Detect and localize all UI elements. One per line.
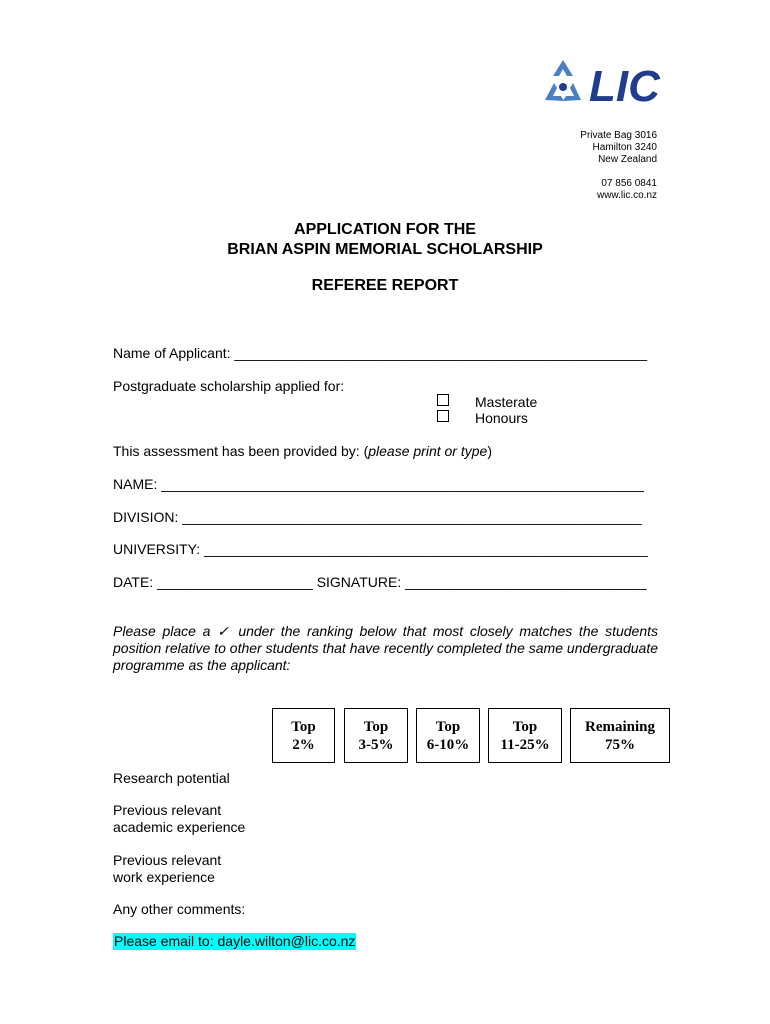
address-line-3: New Zealand (598, 154, 657, 165)
ranking-value: 11-25% (500, 736, 550, 753)
address-line-1: Private Bag 3016 (580, 130, 657, 141)
instructions-after: under the ranking below that most closely matches the students position relative to other students that have recently completed the same undergraduate programme as the applicant: (113, 623, 658, 673)
criterion-work-line-2: work experience (113, 869, 215, 885)
criterion-academic-line-1: Previous relevant (113, 802, 222, 818)
honours-checkbox[interactable] (437, 410, 449, 422)
scholarship-label: Postgraduate scholarship applied for: (113, 378, 345, 394)
ranking-top-6-10[interactable] (416, 708, 480, 763)
website: www.lic.co.nz (596, 190, 657, 201)
assessment-prefix: This assessment has been provided by: ( (113, 443, 369, 459)
lic-logo-mark (545, 60, 581, 101)
masterate-checkbox[interactable] (437, 394, 449, 406)
instructions-before: Please place a (113, 623, 218, 639)
address-block (580, 130, 657, 202)
criterion-work-experience (113, 852, 313, 886)
division-field[interactable]: DIVISION: ___________________________________________________________ (113, 509, 642, 525)
ranking-value: 6-10% (426, 736, 470, 753)
assessment-label (113, 443, 492, 459)
title-line-2: BRIAN ASPIN MEMORIAL SCHOLARSHIP (227, 241, 543, 258)
ranking-label: Top (291, 718, 316, 735)
masterate-label: Masterate (475, 394, 538, 410)
ranking-top-3-5[interactable] (344, 708, 408, 763)
assessment-italic: please print or type (368, 443, 488, 459)
criterion-work-line-1: Previous relevant (113, 852, 222, 868)
other-comments-label: Any other comments: (113, 901, 246, 917)
address-line-2: Hamilton 3240 (592, 142, 657, 153)
tick-icon: ✓ (217, 623, 232, 639)
criterion-research-potential: Research potential (113, 770, 230, 786)
criterion-academic-experience (113, 802, 313, 836)
applicant-name-field[interactable]: Name of Applicant: _____________________________________________________ (113, 345, 648, 361)
lic-logo (543, 56, 693, 108)
ranking-label: Remaining (584, 718, 655, 735)
ranking-value: 3-5% (358, 736, 394, 753)
honours-label: Honours (475, 410, 528, 426)
ranking-top-11-25[interactable] (488, 708, 562, 763)
date-signature-field[interactable]: DATE: ____________________ SIGNATURE: _______________________________ (113, 574, 647, 590)
ranking-remaining-75[interactable] (570, 708, 670, 763)
assessment-suffix: ) (487, 443, 492, 459)
email-instruction: Please email to: dayle.wilton@lic.co.nz (114, 933, 356, 949)
ranking-value: 2% (292, 736, 315, 753)
ranking-label: Top (363, 718, 389, 735)
ranking-label: Top (435, 718, 461, 735)
ranking-label: Top (512, 718, 538, 735)
ranking-instructions (113, 623, 658, 674)
criterion-academic-line-2: academic experience (113, 819, 246, 835)
subtitle: REFEREE REPORT (311, 277, 459, 294)
lic-logo-text: LIC (589, 62, 660, 108)
ranking-top-2[interactable] (272, 708, 335, 763)
ranking-value: 75% (605, 736, 635, 753)
university-field[interactable]: UNIVERSITY: _________________________________________________________ (113, 541, 648, 557)
phone-number: 07 856 0841 (601, 178, 657, 189)
title-line-1: APPLICATION FOR THE (294, 221, 476, 238)
referee-name-field[interactable]: NAME: ______________________________________________________________ (113, 476, 644, 492)
